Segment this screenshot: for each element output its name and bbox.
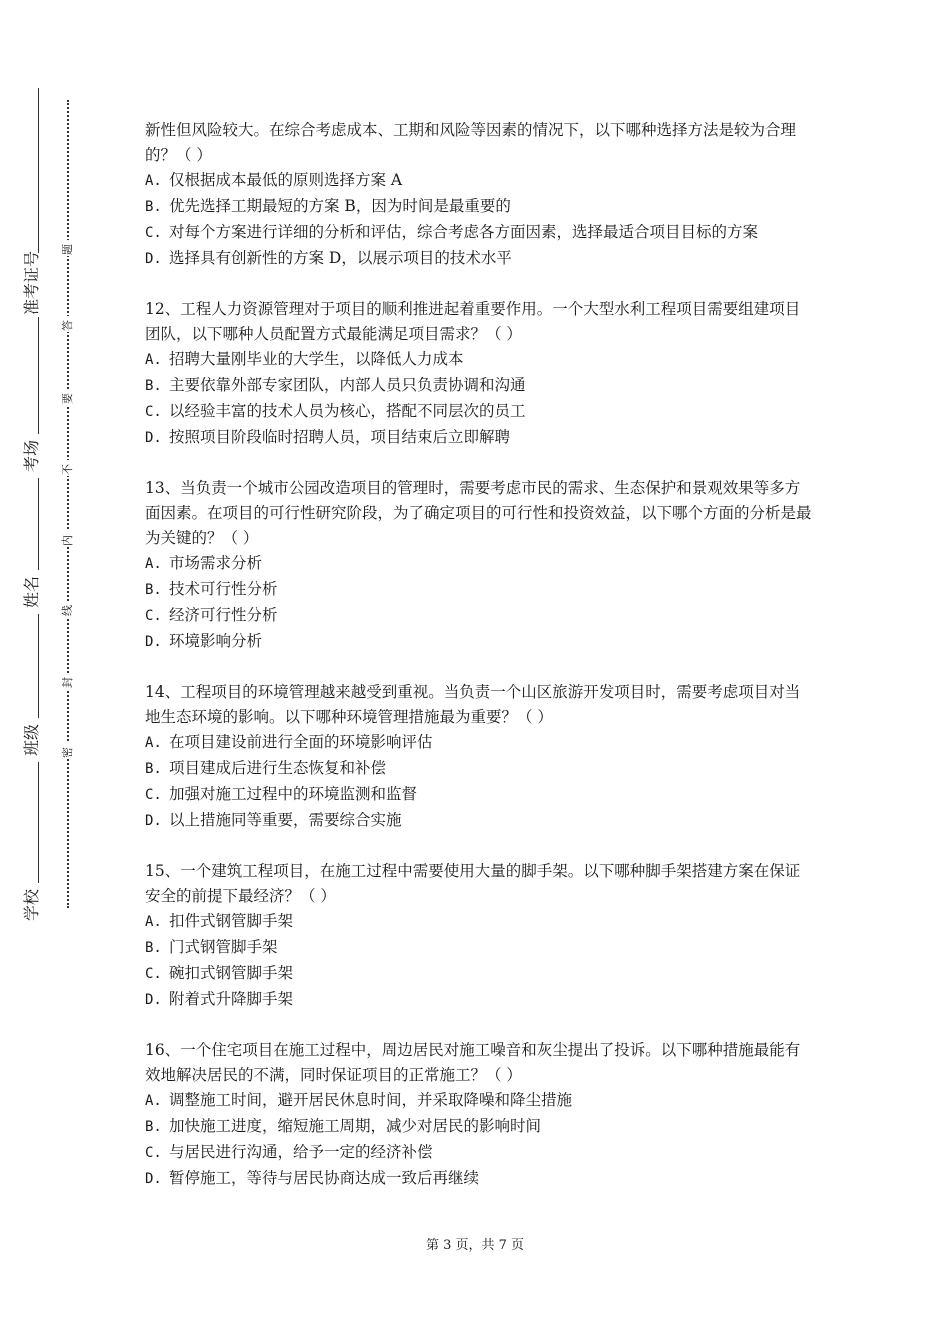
margin-label-exam-room: 考场 (23, 434, 41, 478)
option (145, 808, 815, 834)
question-stem: 16、一个住宅项目在施工过程中，周边居民对施工噪音和灰尘提出了投诉。以下哪种措施最能有效地解决居民的不满，同时保证项目的正常施工？（ ） (145, 1041, 801, 1084)
option (145, 1088, 815, 1114)
option (145, 373, 815, 399)
option (145, 1140, 815, 1166)
option-letter: A. (145, 556, 162, 572)
option (145, 909, 815, 935)
option (145, 935, 815, 961)
option (145, 168, 815, 194)
option-text: 招聘大量刚毕业的大学生，以降低人力成本 (169, 350, 464, 368)
option (145, 1166, 815, 1192)
binding-solid-line (38, 88, 39, 923)
option (145, 347, 815, 373)
option-text: 仅根据成本最低的原则选择方案 A (169, 171, 403, 189)
page-number: 第 3 页，共 7 页 (425, 1238, 525, 1253)
option-text: 对每个方案进行详细的分析和评估，综合考虑各方面因素，选择最适合项目目标的方案 (169, 223, 759, 241)
option (145, 987, 815, 1013)
option (145, 629, 815, 655)
option-text: 技术可行性分析 (169, 580, 278, 598)
question-stem: 13、当负责一个城市公园改造项目的管理时，需要考虑市民的需求、生态保护和景观效果等多方面因素。在项目的可行性研究阶段，为了确定项目的可行性和投资效益，以下哪个方面的分析是最为关键的？（ ） (145, 479, 812, 547)
option-letter: D. (145, 251, 162, 267)
option (145, 603, 815, 629)
option (145, 1114, 815, 1140)
option-letter: A. (145, 173, 162, 189)
option (145, 730, 815, 756)
option (145, 220, 815, 246)
option-text: 优先选择工期最短的方案 B，因为时间是最重要的 (169, 197, 511, 215)
option-letter: C. (145, 404, 162, 420)
question-stem: 14、工程项目的环境管理越来越受到重视。当负责一个山区旅游开发项目时，需要考虑项目对当地生态环境的影响。以下哪种环境管理措施最为重要？（ ） (145, 683, 801, 726)
seal-char: 内 (62, 531, 74, 547)
question (145, 476, 815, 655)
option-text: 调整施工时间，避开居民休息时间，并采取降噪和降尘措施 (169, 1091, 573, 1109)
question (145, 680, 815, 834)
question (145, 1038, 815, 1192)
option-text: 选择具有创新性的方案 D，以展示项目的技术水平 (169, 249, 512, 267)
option-text: 环境影响分析 (169, 632, 263, 650)
seal-char: 封 (62, 673, 74, 689)
option-letter: A. (145, 735, 162, 751)
option-letter: A. (145, 1093, 162, 1109)
binding-dotted-line (67, 100, 69, 908)
option-letter: B. (145, 940, 162, 956)
option-text: 门式钢管脚手架 (169, 938, 278, 956)
question-list (145, 118, 815, 1217)
option-letter: C. (145, 225, 162, 241)
seal-char: 线 (62, 601, 74, 617)
question (145, 859, 815, 1013)
option-letter: D. (145, 813, 162, 829)
question (145, 118, 815, 272)
seal-char: 密 (62, 743, 74, 759)
option-letter: A. (145, 352, 162, 368)
option (145, 194, 815, 220)
option-letter: B. (145, 1119, 162, 1135)
option-letter: B. (145, 378, 162, 394)
option-text: 主要依靠外部专家团队，内部人员只负责协调和沟通 (169, 376, 526, 394)
question (145, 297, 815, 451)
question-stem: 新性但风险较大。在综合考虑成本、工期和风险等因素的情况下，以下哪种选择方法是较为合理的？（ ） (145, 121, 797, 164)
option-text: 加快施工进度，缩短施工周期，减少对居民的影响时间 (169, 1117, 542, 1135)
option-text: 与居民进行沟通，给予一定的经济补偿 (169, 1143, 433, 1161)
seal-char: 要 (62, 389, 74, 405)
option-letter: D. (145, 1171, 162, 1187)
margin-label-name: 姓名 (23, 570, 41, 614)
option-text: 碗扣式钢管脚手架 (169, 964, 294, 982)
option-text: 暂停施工，等待与居民协商达成一致后再继续 (169, 1169, 480, 1187)
question-stem: 15、一个建筑工程项目，在施工过程中需要使用大量的脚手架。以下哪种脚手架搭建方案在保证安全的前提下最经济？（ ） (145, 862, 801, 905)
option-letter: D. (145, 430, 162, 446)
option-text: 按照项目阶段临时招聘人员，项目结束后立即解聘 (169, 428, 511, 446)
option-text: 以经验丰富的技术人员为核心，搭配不同层次的员工 (169, 402, 526, 420)
option (145, 246, 815, 272)
option-letter: D. (145, 992, 162, 1008)
option-letter: A. (145, 914, 162, 930)
option (145, 399, 815, 425)
seal-char: 题 (62, 240, 74, 256)
option-text: 加强对施工过程中的环境监测和监督 (169, 785, 418, 803)
option (145, 782, 815, 808)
option-letter: C. (145, 1145, 162, 1161)
option (145, 961, 815, 987)
option-text: 经济可行性分析 (169, 606, 278, 624)
seal-char: 答 (62, 316, 74, 332)
option-text: 市场需求分析 (169, 554, 263, 572)
option (145, 577, 815, 603)
option-letter: B. (145, 761, 162, 777)
question-stem: 12、工程人力资源管理对于项目的顺利推进起着重要作用。一个大型水利工程项目需要组建项目团队，以下哪种人员配置方式最能满足项目需求？（ ） (145, 300, 801, 343)
option (145, 425, 815, 451)
option-letter: C. (145, 608, 162, 624)
option-letter: C. (145, 787, 162, 803)
margin-label-class: 班级 (23, 718, 41, 762)
option-text: 附着式升降脚手架 (169, 990, 294, 1008)
option-text: 项目建成后进行生态恢复和补偿 (169, 759, 387, 777)
option-text: 扣件式钢管脚手架 (169, 912, 294, 930)
option-letter: D. (145, 634, 162, 650)
option (145, 551, 815, 577)
margin-label-exam-id: 准考证号 (22, 250, 41, 315)
seal-char: 不 (62, 460, 74, 476)
option-letter: C. (145, 966, 162, 982)
option-text: 在项目建设前进行全面的环境影响评估 (169, 733, 433, 751)
margin-label-school: 学校 (23, 883, 41, 927)
option-text: 以上措施同等重要，需要综合实施 (169, 811, 402, 829)
option-letter: B. (145, 582, 162, 598)
option (145, 756, 815, 782)
option-letter: B. (145, 199, 162, 215)
